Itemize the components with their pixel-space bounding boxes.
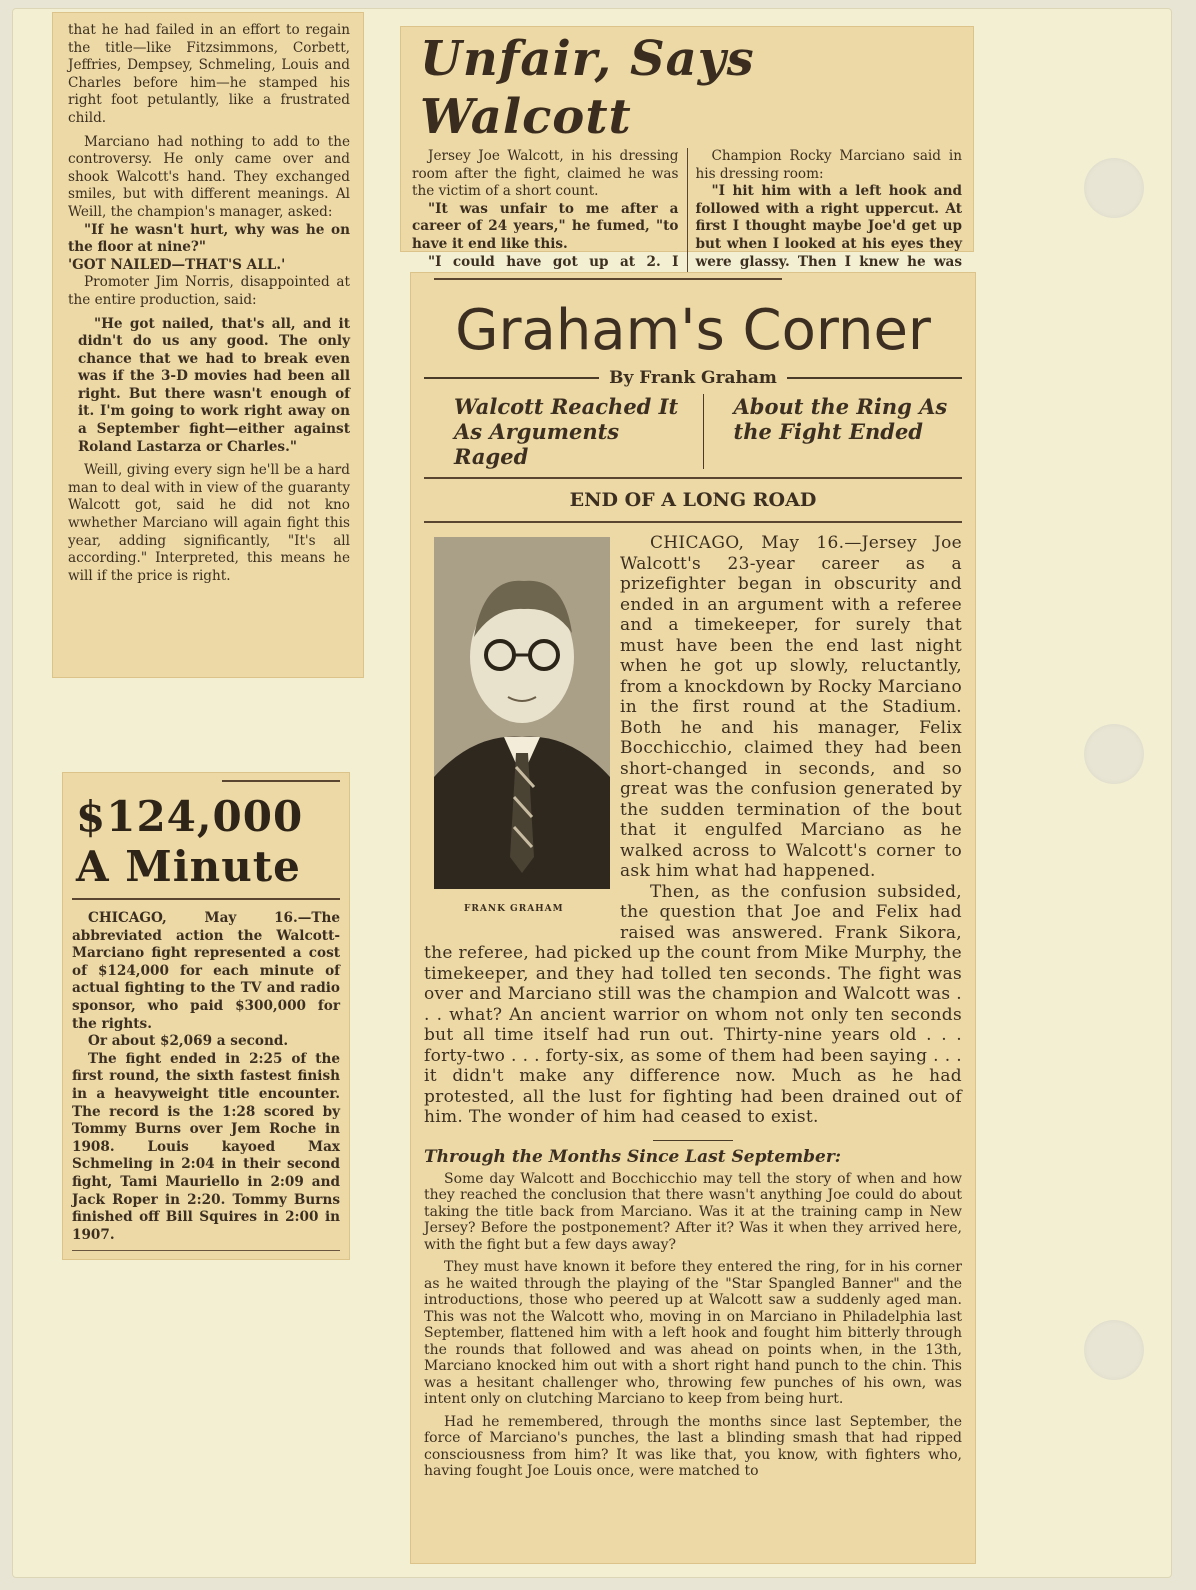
author-photo-block	[434, 537, 610, 919]
clipping-dollars-per-minute	[62, 772, 350, 1260]
deck-left: Walcott Reached It As Arguments Raged	[454, 394, 679, 469]
deck-right: About the Ring As the Fight Ended	[733, 394, 948, 444]
paragraph: Promoter Jim Norris, disappointed at the entire production, said:	[68, 274, 350, 308]
article-continuation	[424, 1171, 962, 1480]
article-lead	[424, 533, 962, 1128]
photo-caption: FRANK GRAHAM	[464, 903, 564, 914]
rule	[434, 278, 782, 280]
headline: Unfair, Says Walcott	[420, 31, 755, 145]
rule	[653, 1140, 733, 1141]
binder-hole	[1084, 724, 1144, 784]
section-heading: END OF A LONG ROAD	[569, 489, 817, 511]
decks	[424, 394, 962, 469]
paragraph: Or about $2,069 a second.	[88, 1033, 289, 1050]
quote: "He got nailed, that's all, and it didn't do us any good. The only chance that we had to break even was if the 3-D movies had been all right. But there wasn't enough of it. I'm going to work right away on a September fight—either against Roland Lastarza or Charles."	[78, 315, 350, 455]
paragraph: The fight ended in 2:25 of the first round, the sixth fastest finish in a heavyweight title encounter. The record is the 1:28 scored by Tommy Burns over Jem Roche in 1908. Louis kayoed Max Schmeling in 2:04 in their second fight, Tami Mauriello in 2:09 and Jack Roper in 2:20. Tommy Burns finished off Bill Squires in 2:00 in 1907.	[72, 1050, 340, 1243]
rule	[72, 898, 340, 900]
deck-divider	[703, 394, 704, 469]
clipping-continuation	[52, 12, 364, 678]
quote: "It was unfair to me after a career of 24 years," he fumed, "to have it end like this.	[412, 200, 679, 252]
paragraph: CHICAGO, May 16.—The abbreviated action the Walcott-Marciano fight represented a cost of $124,000 for each minute of actual fighting to the TV and radio sponsor, who paid $300,000 for the rights.	[72, 910, 340, 1032]
subsection-heading: Through the Months Since Last September:	[424, 1146, 842, 1167]
byline: By Frank Graham	[424, 368, 962, 388]
paragraph: Weill, giving every sign he'll be a hard man to deal with in view of the guaranty Walcott got, said he did not kno wwhether Marciano will again fight this year, adding significantly, "It's all according." Interpreted, this means he will if the price is right.	[68, 462, 350, 584]
binder-hole	[1084, 1320, 1144, 1380]
binder-hole	[1084, 158, 1144, 218]
author-photo	[434, 537, 610, 889]
column-title: Graham's Corner	[455, 298, 931, 363]
paragraph: Had he remembered, through the months since last September, the force of Marciano's punches, the last a blinding smash that had ripped consciousness from him? It was like that, you know, with fighters who, having fought Joe Louis once, were matched to	[424, 1413, 962, 1479]
quote: "I could have got up at 2. I	[428, 253, 679, 270]
headline: $124,000 A Minute	[76, 792, 304, 891]
rule	[72, 1250, 340, 1251]
quote: "If he wasn't hurt, why was he on the floor at nine?"	[68, 221, 350, 256]
clipping-grahams-corner	[410, 272, 976, 1564]
subheading: 'GOT NAILED—THAT'S ALL.'	[68, 256, 286, 273]
rule	[222, 780, 340, 782]
rule	[424, 521, 962, 523]
paragraph: They must have known it before they entered the ring, for in his corner as he waited through the playing of the "Star Spangled Banner" and the introductions, those who peered up at Walcott saw a suddenly aged man. This was not the Walcott who, moving in on Marciano in Philadelphia last September, flattened him with a left hook and fought him bitterly through the rounds that followed and was ahead on points when, in the 13th, Marciano knocked him out with a short right hand punch to the chin. This was a hesitant challenger who, throwing few punches of his own, was intent only on clutching Marciano to keep from being hurt.	[424, 1259, 962, 1407]
quote: "I hit him with a left hook and followed with a right uppercut. At first I thought maybe Joe'd get up but when I looked at his eyes they were glassy. Then I knew he was	[695, 183, 962, 270]
paragraph: Then, as the confusion subsided, the question that Joe and Felix had raised was answered. Frank Sikora, the referee, had picked up the count from Mike Murphy, the timekeeper, and they had tolled ten seconds. The fight was over and Marciano still was the champion and Walcott was . . . what? An ancient warrior on whom not only ten seconds but all time itself had run out. Thirty-nine years old . . . forty-two . . . forty-six, as some of them had been saying . . . it didn't make any difference now. Much as he had protested, all the lust for fighting had been drained out of him. The wonder of him had ceased to exist.	[424, 881, 962, 1127]
paragraph: CHICAGO, May 16.—Jersey Joe Walcott's 23-year career as a prizefighter began in obscurity and ended in an argument with a referee and a timekeeper, for surely that must have been the end last night when he got up slowly, reluctantly, from a knockdown by Rocky Marciano in the first round at the Stadium. Both he and his manager, Felix Bocchicchio, claimed they had been short-changed in seconds, and so great was the confusion generated by the sudden termination of the bout that it engulfed Marciano as he walked across to Walcott's corner to ask him what had happened.	[620, 533, 962, 881]
article-body	[72, 910, 340, 1244]
paragraph: that he had failed in an effort to regain the title—like Fitzsimmons, Corbett, Jeffries, Dempsey, Schmeling, Louis and Charles before him—he stamped his right foot petulantly, like a frustrated child.	[68, 22, 350, 126]
clipping-unfair-says-walcott	[400, 26, 974, 270]
paragraph: Some day Walcott and Bocchicchio may tell the story of when and how they reached the conclusion that there wasn't anything Joe could do about taking the title back from Marciano. Was it at the training camp in New Jersey? Before the postponement? After it? Was it when they arrived here, with the fight but a few days away?	[424, 1170, 962, 1253]
paragraph: Champion Rocky Marciano said in his dressing room:	[695, 148, 962, 182]
paragraph: Jersey Joe Walcott, in his dressing room after the fight, claimed he was the victim of a short count.	[412, 148, 679, 200]
paragraph: Marciano had nothing to add to the controversy. He only came over and shook Walcott's hand. They exchanged smiles, but with different meanings. Al Weill, the champion's manager, asked:	[68, 133, 350, 220]
